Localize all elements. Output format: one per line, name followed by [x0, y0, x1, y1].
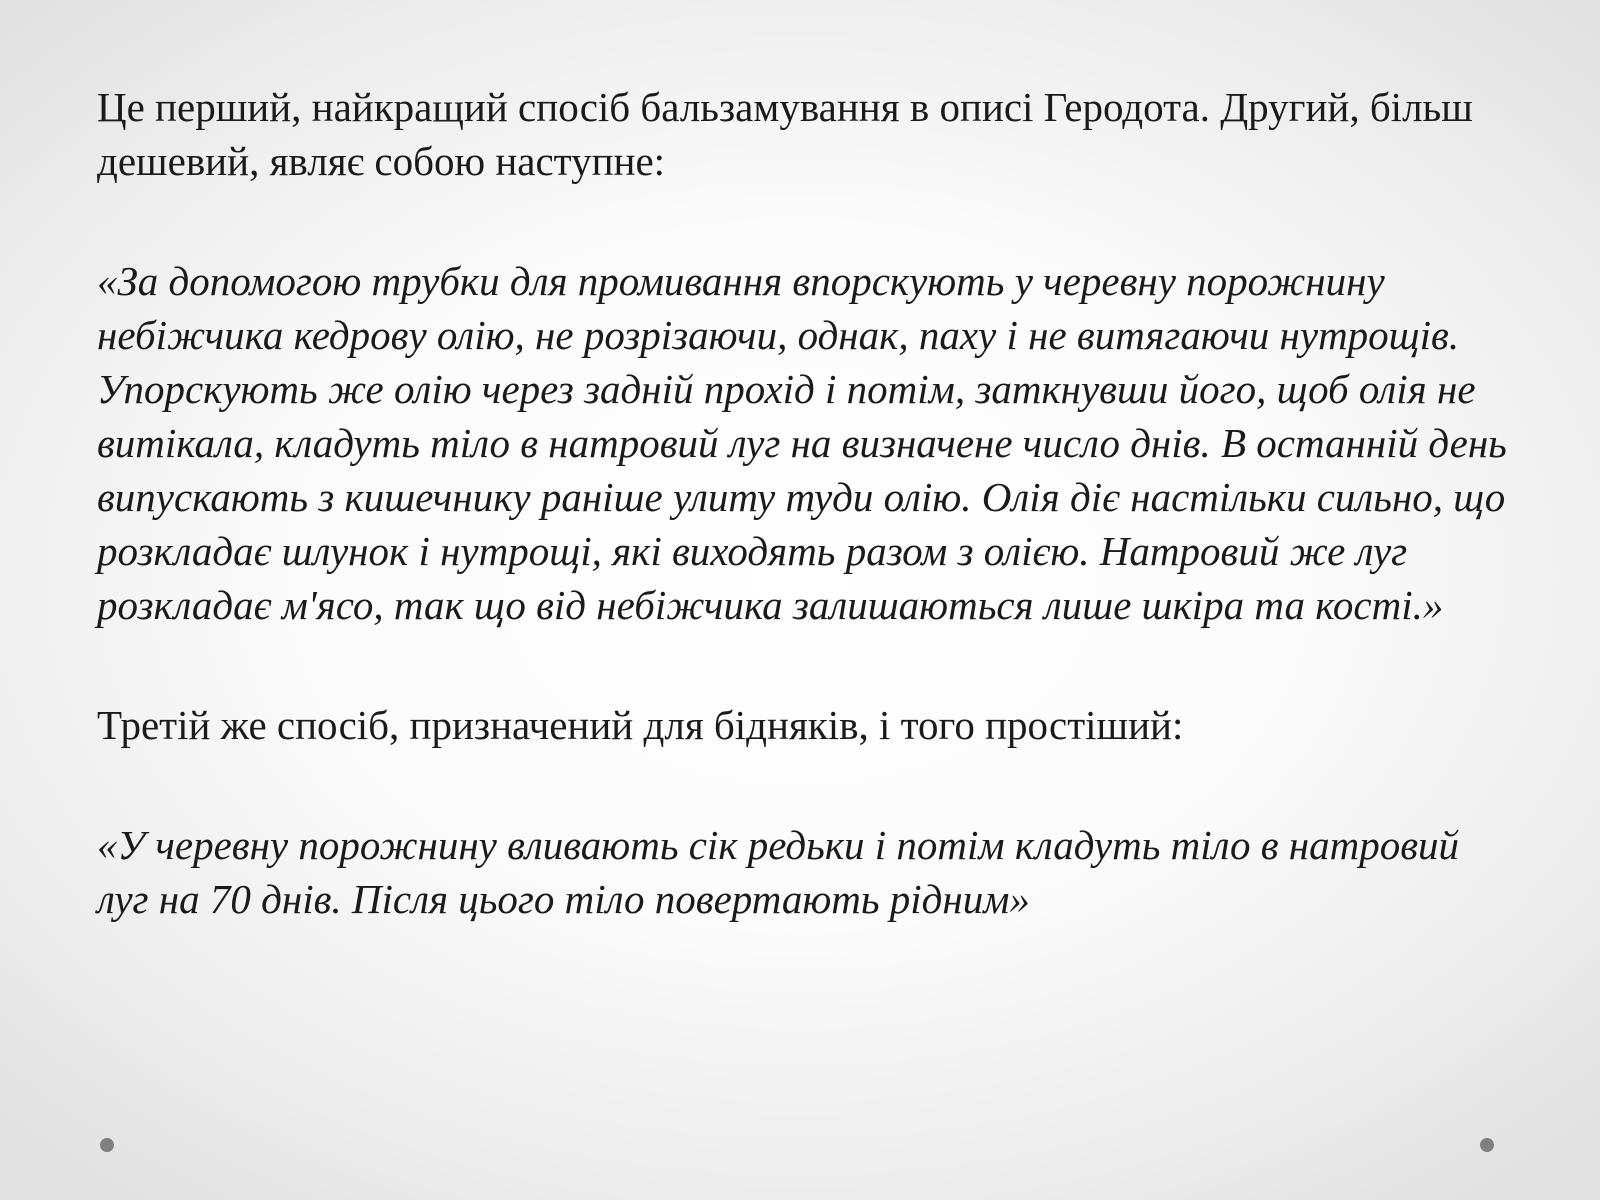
slide-text-body	[97, 80, 1517, 926]
bullet-dot-right-icon	[1480, 1138, 1494, 1152]
paragraph-third-method: Третій же спосіб, призначений для бідняків, і того простіший:	[97, 702, 1184, 748]
quote-second-method: «За допомогою трубки для промивання впорскують у черевну порожнину небіжчика кедрову олію, не розрізаючи, однак, паху і не витягаючи нутрощів. Упорскують же олію через задній прохід і потім, заткнувши його, щоб олія не витікала, кладуть тіло в натровий луг на визначене число днів. В останній день випускають з кишечнику раніше улиту туди олію. Олія діє настільки сильно, що розкладає шлунок і нутрощі, які виходять разом з олією. Натровий же луг розкладає м'ясо, так що від небіжчика залишаються лише шкіра та кості.»	[97, 258, 1507, 628]
paragraph-intro: Це перший, найкращий спосіб бальзамування в описі Геродота. Другий, більш дешевий, являє собою наступне:	[97, 84, 1473, 184]
quote-third-method: «У черевну порожнину вливають сік редьки і потім кладуть тіло в натровий луг на 70 днів. Після цього тіло повертають рідним»	[97, 822, 1460, 922]
bullet-dot-left-icon	[100, 1138, 114, 1152]
